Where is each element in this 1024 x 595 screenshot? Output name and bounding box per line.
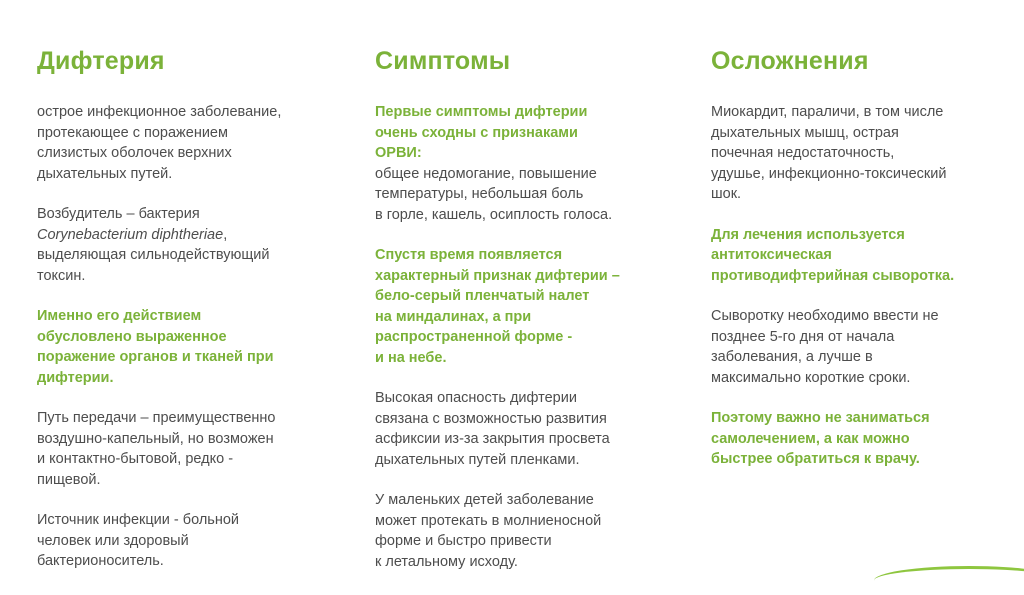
paragraph-transmission: Путь передачи – преимущественно воздушно-капельный, но возможен и контактно-бытовой, редко - пищевой. xyxy=(37,410,276,488)
first-symptoms-heading: Первые симптомы дифтерии очень сходны с признаками ОРВИ: xyxy=(375,104,588,161)
paragraph-source: Источник инфекции - больной человек или здоровый бактерионоситель. xyxy=(37,512,240,569)
pathogen-text-after: , выделяющая сильнодействующий токсин. xyxy=(37,226,270,284)
pathogen-species-name: Corynebacterium diphtheriae xyxy=(37,226,224,243)
paragraph-complications-list: Миокардит, параличи, в том числе дыхательных мышц, острая почечная недостаточность, удушье, инфекционно-токсический шок. xyxy=(711,104,947,202)
first-symptoms-list: общее недомогание, повышение температуры, небольшая боль в горле, кашель, осиплость голоса. xyxy=(375,165,613,223)
paragraph-treatment: Для лечения используется антитоксическая противодифтерийная сыворотка. xyxy=(711,226,955,284)
column-symptoms xyxy=(375,46,675,592)
column-title-symptoms: Симптомы xyxy=(375,47,511,75)
paragraph-definition: острое инфекционное заболевание, протекающее с поражением слизистых оболочек верхних дыхательных путей. xyxy=(37,104,282,182)
paragraph-pathogen xyxy=(37,204,337,286)
paragraph-first-symptoms xyxy=(375,102,675,225)
paragraph-children: У маленьких детей заболевание может протекать в молниеносной форме и быстро привести к летальному исходу. xyxy=(375,492,602,570)
column-title-complications: Осложнения xyxy=(711,47,869,75)
paragraph-toxin-effect: Именно его действием обусловлено выраженное поражение органов и тканей при дифтерии. xyxy=(37,308,274,386)
paragraph-characteristic-sign: Спустя время появляется характерный признак дифтерии – бело-серый пленчатый налет на миндалинах, а при распространенной форме - и на небе. xyxy=(375,247,620,366)
paragraph-serum-timing: Сыворотку необходимо ввести не позднее 5-го дня от начала заболевания, а лучше в максимально короткие сроки. xyxy=(711,308,939,386)
column-complications xyxy=(711,46,1001,490)
column-diphtheria xyxy=(37,46,337,592)
paragraph-see-doctor: Поэтому важно не заниматься самолечением, а как можно быстрее обратиться к врачу. xyxy=(711,410,930,467)
decorative-arc xyxy=(874,566,1024,595)
pathogen-text-before: Возбудитель – бактерия xyxy=(37,206,200,222)
column-title-diphtheria: Дифтерия xyxy=(37,47,165,75)
paragraph-danger: Высокая опасность дифтерии связана с возможностью развития асфиксии из-за закрытия просвета дыхательных путей пленками. xyxy=(375,390,610,468)
